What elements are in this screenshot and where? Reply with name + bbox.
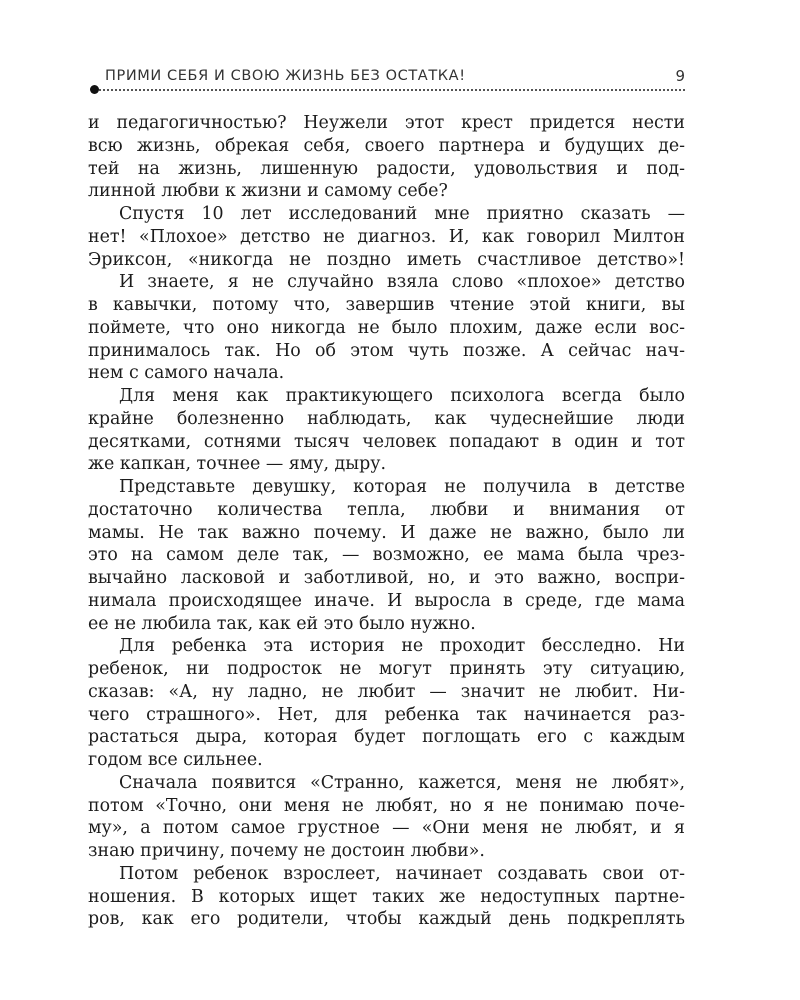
text-line: достаточно количества тепла, любви и внимания от [88,499,685,520]
text-line: и педагогичностью? Неужели этот крест придется нести [88,113,685,133]
text-line: чего страшного». Нет, для ребенка так начинается раз- [88,704,685,725]
text-line: же капкан, точнее — яму, дыру. [88,454,386,475]
text-line: это на самом деле так, — возможно, ее мама была чрез- [88,545,685,566]
text-line: Эриксон, «никогда не поздно иметь счастливое детство»! [88,249,685,270]
text-line: Для ребенка эта история не проходит бесследно. Ни [119,636,685,657]
text-line: крайне болезненно наблюдать, как чудеснейшие люди [88,408,685,429]
text-line: всю жизнь, обрекая себя, своего партнера и будущих де- [88,135,685,156]
text-line: потом «Точно, они меня не любят, но я не понимаю поче- [88,795,685,816]
text-line: ношения. В которых ищет таких же недоступных партне- [88,886,685,907]
text-line: му», а потом самое грустное — «Они меня не любят, и я [88,818,685,839]
text-line: И знаете, я не случайно взяла слово «плохое» детство [119,272,685,293]
text-line: знаю причину, почему не достоин любви». [88,841,485,861]
header-bullet-dot [90,85,99,94]
text-line: тей на жизнь, лишенную радости, удовольствия и под- [88,158,685,179]
text-line: нет! «Плохое» детство не диагноз. И, как говорил Милтон [88,226,685,247]
text-line: ее не любила так, как ей это было нужно. [88,613,476,634]
body-text [88,112,685,931]
text-line: Спустя 10 лет исследований мне приятно сказать — [119,204,685,224]
text-line: ребенок, ни подросток не могут принять эту ситуацию, [88,659,685,679]
text-line: годом все сильнее. [88,750,263,770]
text-line: Для меня как практикующего психолога всегда было [119,386,685,406]
text-line: Сначала появится «Странно, кажется, меня не любят», [119,772,685,793]
text-line: принималось так. Но об этом чуть позже. А сейчас нач- [88,340,685,361]
text-line: Потом ребенок взрослеет, начинает создавать свои от- [119,863,685,884]
header-dotted-rule [96,89,685,91]
text-line: растаться дыра, которая будет поглощать его с каждым [88,727,685,748]
text-line: десятками, сотнями тысяч человек попадают в один и тот [88,431,685,452]
text-line: мамы. Не так важно почему. И даже не важно, было ли [88,522,685,543]
text-line: поймете, что оно никогда не было плохим, даже если вос- [88,317,685,338]
text-line: нимала происходящее иначе. И выросла в среде, где мама [88,590,685,611]
text-line: сказав: «А, ну ладно, не любит — значит не любит. Ни- [88,681,685,702]
text-line: ров, как его родители, чтобы каждый день подкреплять [88,909,685,930]
text-line: вычайно ласковой и заботливой, но, и это важно, воспри- [88,568,685,588]
running-title: ПРИМИ СЕБЯ И СВОЮ ЖИЗНЬ БЕЗ ОСТАТКА! [105,68,466,84]
text-line: в кавычки, потому что, завершив чтение этой книги, вы [88,295,685,315]
text-line: нем с самого начала. [88,363,285,384]
text-line: Представьте девушку, которая не получила в детстве [119,477,685,497]
page-number: 9 [675,67,685,85]
running-header [90,64,685,90]
text-line: линной любви к жизни и самому себе? [88,181,448,202]
